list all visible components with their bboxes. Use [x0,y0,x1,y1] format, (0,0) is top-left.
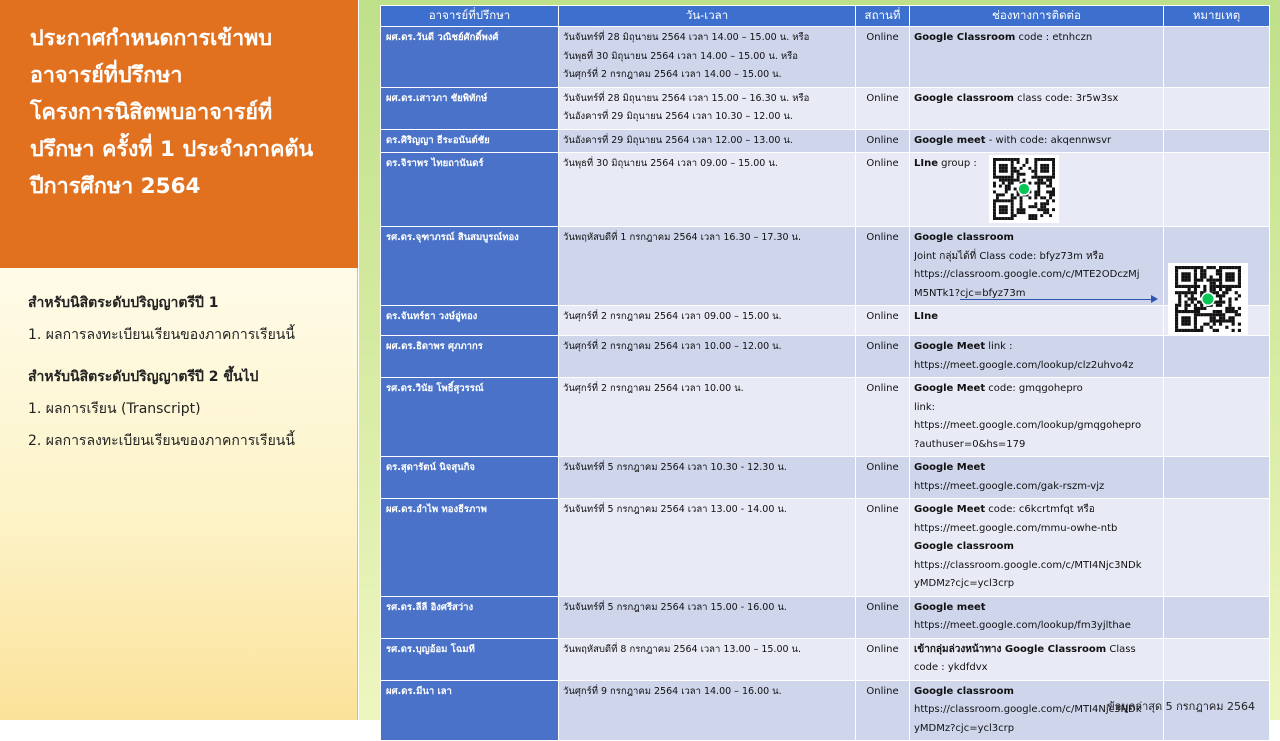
contact-channel: Google classroom [914,232,1014,243]
note-cell [1164,27,1270,88]
contact-channel: Google meet [914,601,986,613]
last-updated-note: ข้อมูลล่าสุด 5 กรกฎาคม 2564 [1107,700,1255,713]
advisor-cell: ผศ.ดร.วันดี วณิชย์ศักดิ์พงศ์ [381,27,559,88]
table-row [381,129,1270,153]
advisor-cell: ดร.จิราพร ไทยถานันดร์ [381,153,559,227]
contact-line [914,266,1159,285]
table-row [381,153,1270,227]
contact-channel: Google Meet [914,383,986,394]
location-cell: Online [856,680,910,741]
table-header-row [381,6,1270,27]
table-row [381,336,1270,378]
line-qr-code-icon [989,155,1059,223]
advisor-cell: ผศ.ดร.เสาวภา ชัยพิทักษ์ [381,87,559,129]
contact-line [914,599,1159,618]
requirement-item: 2. ผลการลงทะเบียนเรียนของภาคการเรียนนี้ [28,433,295,449]
contact-line [914,575,1159,594]
datetime-cell: วันศุกร์ที่ 2 กรกฎาคม 2564 เวลา 10.00 – 12.00 น. [559,336,856,378]
contact-line [914,659,1159,678]
title-line: อาจารย์ที่ปรึกษา [30,63,183,88]
title-line: ประกาศกำหนดการเข้าพบ [30,26,272,51]
contact-detail: yMDMz?cjc=ycl3crp [914,578,1015,589]
year2-title: สำหรับนิสิตระดับปริญญาตรีปี 2 ขึ้นไป [28,369,259,385]
requirements-panel [0,268,358,720]
contact-detail[interactable]: https://classroom.google.com/c/MTI4Njc3NDk [914,704,1142,715]
note-cell [1164,596,1270,638]
advisor-cell: ดร.ศิริญญา ธีระอนันต์ชัย [381,129,559,153]
title-line: โครงการนิสิตพบอาจารย์ที่ [30,100,273,125]
contact-detail: code : etnhczn [1015,32,1093,43]
datetime-cell: วันพฤหัสบดีที่ 1 กรกฎาคม 2564 เวลา 16.30 – 17.30 น. [559,227,856,306]
contact-line [914,90,1159,109]
contact-line [914,132,1159,151]
table-row [381,378,1270,457]
advisor-cell: ดร.จันทร์ธา วงษ์อู่ทอง [381,306,559,336]
contact-line [914,501,1159,520]
contact-detail[interactable]: https://meet.google.com/mmu-owhe-ntb [914,522,1118,534]
table-row [381,457,1270,499]
location-cell: Online [856,499,910,597]
contact-detail: Class [1106,643,1136,655]
contact-line [914,357,1159,376]
contact-cell [910,596,1164,638]
location-cell: Online [856,638,910,680]
advisor-cell: ผศ.ดร.มีนา เลา [381,680,559,741]
contact-detail: - with code: akqennwsvr [985,134,1112,146]
datetime-cell: วันจันทร์ที่ 5 กรกฎาคม 2564 เวลา 10.30 - 12.30 น. [559,457,856,499]
contact-cell [910,638,1164,680]
contact-line [914,29,1159,48]
datetime-cell: วันจันทร์ที่ 28 มิถุนายน 2564 เวลา 15.00 – 16.30 น. หรือ วันอังคารที่ 29 มิถุนายน 2564 เวลา 10.30 – 12.00 น. [559,87,856,129]
contact-detail[interactable]: https://meet.google.com/lookup/clz2uhvo4z [914,359,1134,371]
location-cell: Online [856,153,910,227]
datetime-cell: วันศุกร์ที่ 2 กรกฎาคม 2564 เวลา 10.00 น. [559,378,856,457]
location-cell: Online [856,27,910,88]
table-row [381,87,1270,129]
contact-cell [910,227,1164,306]
location-cell: Online [856,336,910,378]
contact-line [914,459,1159,478]
location-cell: Online [856,129,910,153]
contact-line [914,538,1159,557]
contact-channel: Google classroom [914,685,1014,697]
datetime-cell: วันพฤหัสบดีที่ 8 กรกฎาคม 2564 เวลา 13.00 – 15.00 น. [559,638,856,680]
table-row [381,499,1270,597]
contact-line [914,399,1159,418]
requirement-item: 1. ผลการลงทะเบียนเรียนของภาคการเรียนนี้ [28,327,295,343]
note-cell [1164,499,1270,597]
contact-detail: link : [985,341,1013,352]
contact-channel: Google Classroom [914,32,1016,43]
contact-detail: Joint กลุ่มได้ที่ Class code: bfyz73m หรือ [914,250,1104,262]
header-note: หมายเหตุ [1164,6,1270,27]
contact-channel: Google classroom [914,92,1014,104]
note-cell [1164,336,1270,378]
contact-cell [910,87,1164,129]
contact-cell [910,306,1164,336]
title-panel [0,0,358,268]
contact-detail: code: c6kcrtmfqt หรือ [985,504,1095,515]
table-row [381,638,1270,680]
advisor-cell: ดร.สุดารัตน์ นิจสุนกิจ [381,457,559,499]
contact-cell [910,457,1164,499]
line-qr-code-icon [1168,263,1248,335]
datetime-cell: วันศุกร์ที่ 2 กรกฎาคม 2564 เวลา 09.00 – 15.00 น. [559,306,856,336]
contact-detail[interactable]: https://meet.google.com/gak-rszm-vjz [914,480,1105,492]
contact-detail: group : [938,158,977,169]
year1-list [28,324,345,346]
note-cell [1164,638,1270,680]
contact-line [914,641,1159,660]
year2-list [28,398,345,452]
arrow-line [960,299,1155,300]
contact-channel: Google classroom [914,541,1014,552]
year1-title: สำหรับนิสิตระดับปริญญาตรีปี 1 [28,295,219,311]
datetime-cell: วันพุธที่ 30 มิถุนายน 2564 เวลา 09.00 – 15.00 น. [559,153,856,227]
contact-line [914,380,1159,399]
contact-line [914,436,1159,455]
note-cell [1164,457,1270,499]
contact-detail[interactable]: https://classroom.google.com/c/MTI4Njc3NDk [914,559,1142,571]
contact-detail[interactable]: https://meet.google.com/lookup/fm3yjlthae [914,620,1131,631]
contact-cell [910,27,1164,88]
contact-line [914,557,1159,576]
table-row [381,306,1270,336]
location-cell: Online [856,457,910,499]
advisor-cell: รศ.ดร.ลีลี อิงศรีสว่าง [381,596,559,638]
datetime-cell: วันจันทร์ที่ 28 มิถุนายน 2564 เวลา 14.00 – 15.00 น. หรือ วันพุธที่ 30 มิถุนายน 2564 เวลา 14.00 – 15.00 น. หรือ วันศุกร์ที่ 2 กรกฎาคม 2564 เวลา 14.00 – 15.00 น. [559,27,856,88]
datetime-cell: วันจันทร์ที่ 5 กรกฎาคม 2564 เวลา 15.00 - 16.00 น. [559,596,856,638]
contact-detail: link: [914,401,936,413]
contact-channel: เข้ากลุ่มล่วงหน้าทาง Google Classroom [914,643,1107,655]
contact-detail: code : ykdfdvx [914,662,988,673]
contact-detail: ?authuser=0&hs=179 [914,438,1026,450]
contact-line [914,229,1159,248]
contact-detail[interactable]: https://meet.google.com/lookup/gmqgohepro [914,420,1142,431]
contact-channel: Google Meet [914,504,986,515]
note-cell [1164,87,1270,129]
datetime-cell: วันศุกร์ที่ 9 กรกฎาคม 2564 เวลา 14.00 – 16.00 น. [559,680,856,741]
contact-channel: Google meet [914,134,986,146]
page-title [30,20,348,205]
contact-channel: Google Meet [914,341,986,352]
header-contact: ช่องทางการติดต่อ [910,6,1164,27]
contact-line [914,338,1159,357]
contact-line [914,285,1159,304]
contact-detail: class code: 3r5w3sx [1013,92,1119,104]
note-cell [1164,129,1270,153]
contact-channel: LIne [914,311,938,322]
contact-channel: LIne [914,158,938,169]
note-cell [1164,378,1270,457]
contact-line [914,720,1159,739]
contact-cell [910,499,1164,597]
location-cell: Online [856,227,910,306]
contact-detail[interactable]: https://classroom.google.com/c/MTE2ODczMj [914,269,1140,280]
advisor-cell: ผศ.ดร.อำไพ ทองธีรภาพ [381,499,559,597]
advisor-cell: รศ.ดร.วินัย โพธิ์สุวรรณ์ [381,378,559,457]
location-cell: Online [856,596,910,638]
header-datetime: วัน-เวลา [559,6,856,27]
contact-line [914,155,1159,223]
location-cell: Online [856,87,910,129]
contact-line [914,417,1159,436]
advisor-cell: รศ.ดร.จุฑาภรณ์ สินสมบูรณ์ทอง [381,227,559,306]
location-cell: Online [856,306,910,336]
requirement-item: 1. ผลการเรียน (Transcript) [28,401,201,417]
contact-channel: Google Meet [914,462,986,473]
arrow-icon [1151,295,1158,303]
title-line: ปรึกษา ครั้งที่ 1 ประจำภาคต้น [30,137,314,162]
contact-cell [910,129,1164,153]
contact-detail: yMDMz?cjc=ycl3crp [914,722,1015,734]
contact-cell [910,378,1164,457]
contact-cell [910,153,1164,227]
location-cell: Online [856,378,910,457]
header-advisor: อาจารย์ที่ปรึกษา [381,6,559,27]
table-row [381,227,1270,306]
contact-detail: code: gmqgohepro [985,383,1083,394]
note-cell [1164,153,1270,227]
contact-line [914,617,1159,636]
title-line: ปีการศึกษา 2564 [30,174,201,199]
contact-line [914,478,1159,497]
datetime-cell: วันจันทร์ที่ 5 กรกฎาคม 2564 เวลา 13.00 - 14.00 น. [559,499,856,597]
contact-detail: M5NTk1?cjc=bfyz73m [914,287,1026,299]
advisor-cell: รศ.ดร.บุญอ้อม โฉมที [381,638,559,680]
schedule-table [380,5,1270,741]
contact-line [914,520,1159,539]
contact-line [914,248,1159,267]
datetime-cell: วันอังคารที่ 29 มิถุนายน 2564 เวลา 12.00 – 13.00 น. [559,129,856,153]
table-row [381,596,1270,638]
table-row [381,27,1270,88]
advisor-cell: ผศ.ดร.ธิดาพร ศุภภากร [381,336,559,378]
contact-line [914,308,1159,327]
contact-cell [910,336,1164,378]
header-location: สถานที่ [856,6,910,27]
